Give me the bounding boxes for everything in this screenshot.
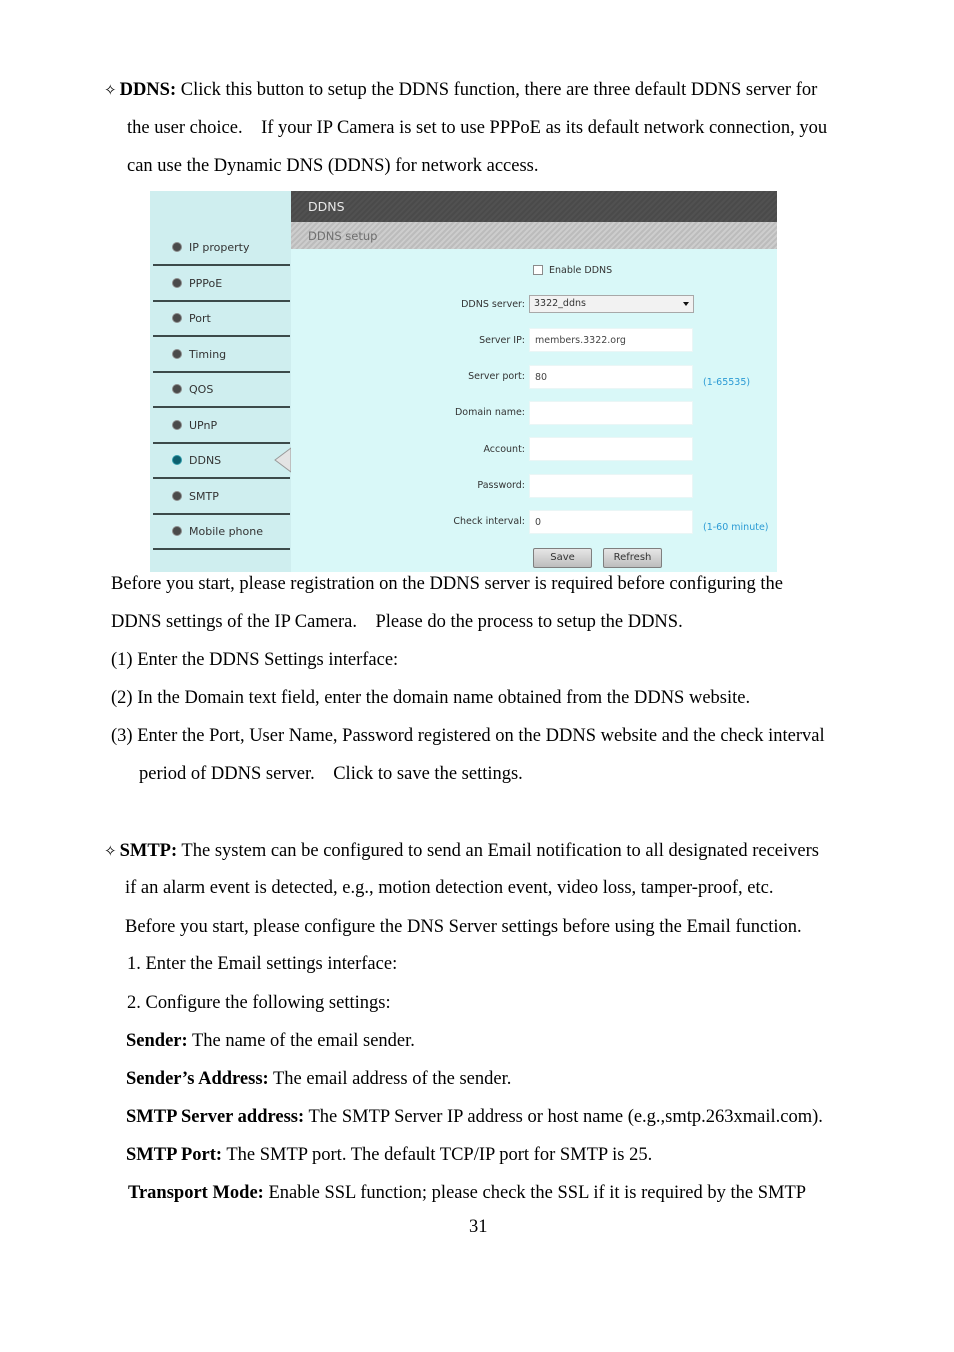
ddns-setup-screenshot (150, 191, 777, 572)
password-input[interactable] (529, 474, 693, 498)
check-interval-hint: (1-60 minute) (703, 522, 769, 533)
sidebar-item-label: Mobile phone (189, 525, 264, 538)
sidebar-item-label: IP property (189, 241, 250, 254)
password-label: Password: (477, 480, 525, 491)
sidebar-item-label: Port (189, 312, 211, 325)
smtp-heading: SMTP: (119, 841, 178, 861)
bullet-dot-icon (173, 492, 181, 500)
diamond-bullet-icon: ✧ (104, 842, 117, 860)
refresh-button[interactable]: Refresh (603, 548, 662, 568)
sidebar-item-label: UPnP (189, 419, 218, 432)
settings-sidebar (150, 191, 291, 572)
sender-item (126, 1030, 415, 1052)
sidebar-item-upnp[interactable] (153, 408, 290, 444)
ddns-text-3: can use the Dynamic DNS (DDNS) for network access. (127, 156, 539, 176)
ddns-server-select[interactable] (529, 295, 694, 313)
bullet-dot-icon (173, 243, 181, 251)
sender-address-desc: The email address of the sender. (268, 1069, 512, 1089)
diamond-bullet-icon: ✧ (104, 81, 117, 99)
ddns-text-2: the user choice. If your IP Camera is set to use PPPoE as its default network connection, you (127, 118, 828, 138)
bullet-dot-icon (173, 527, 181, 535)
account-input[interactable] (529, 437, 693, 461)
smtp-port-desc: The SMTP port. The default TCP/IP port for SMTP is 25. (222, 1145, 653, 1165)
ddns-server-label: DDNS server: (461, 299, 525, 310)
save-button[interactable]: Save (533, 548, 592, 568)
smtp-server-term: SMTP Server address: (126, 1107, 305, 1127)
ddns-intro-1: Before you start, please registration on the DDNS server is required before configuring the (111, 574, 783, 594)
sidebar-item-ip-property[interactable] (153, 230, 290, 266)
bullet-dot-icon (173, 279, 181, 287)
ddns-intro-2: DDNS settings of the IP Camera. Please do the process to setup the DDNS. (111, 612, 683, 632)
sidebar-item-label: PPPoE (189, 277, 223, 290)
sidebar-item-label: QOS (189, 383, 214, 396)
check-interval-label: Check interval: (453, 516, 525, 527)
server-port-input[interactable]: 80 (529, 365, 693, 389)
sidebar-item-timing[interactable] (153, 337, 290, 373)
bullet-dot-icon (173, 385, 181, 393)
smtp-text-3: Before you start, please configure the DNS Server settings before using the Email function. (125, 917, 802, 937)
sidebar-item-label: Timing (189, 348, 227, 361)
smtp-server-desc: The SMTP Server IP address or host name (e.g.,smtp.263xmail.com). (304, 1107, 823, 1127)
server-ip-label: Server IP: (479, 335, 525, 346)
bullet-dot-icon (173, 314, 181, 322)
domain-name-input[interactable] (529, 401, 693, 425)
enable-ddns-label: Enable DDNS (549, 265, 613, 276)
transport-mode-term: Transport Mode: (128, 1183, 264, 1203)
smtp-text-2: if an alarm event is detected, e.g., motion detection event, video loss, tamper-proof, etc. (125, 878, 774, 898)
smtp-step-1: 1. Enter the Email settings interface: (127, 954, 398, 974)
ddns-step-3: (3) Enter the Port, User Name, Password registered on the DDNS website and the check interval (111, 726, 825, 746)
panel-header (291, 191, 777, 222)
smtp-heading-line (104, 840, 819, 862)
ddns-step-3-cont: period of DDNS server. Click to save the settings. (139, 764, 523, 784)
smtp-text-1: The system can be configured to send an Email notification to all designated receivers (177, 841, 819, 861)
bullet-dot-icon (173, 350, 181, 358)
ddns-server-value: 3322_ddns (534, 298, 586, 309)
transport-mode-item (128, 1182, 806, 1204)
sender-desc: The name of the email sender. (187, 1031, 415, 1051)
bullet-dot-icon (173, 421, 181, 429)
ddns-heading-line (104, 79, 817, 101)
sidebar-item-port[interactable] (153, 301, 290, 337)
selected-arrow-icon (265, 447, 291, 473)
server-port-hint: (1-65535) (703, 377, 751, 388)
sidebar-item-smtp[interactable] (153, 479, 290, 515)
page-number: 31 (469, 1217, 488, 1237)
panel-title: DDNS (308, 199, 345, 214)
sender-address-item (126, 1068, 511, 1090)
ddns-step-1: (1) Enter the DDNS Settings interface: (111, 650, 399, 670)
sender-address-term: Sender’s Address: (126, 1069, 269, 1089)
smtp-port-item (126, 1144, 652, 1166)
panel-subheader (291, 222, 777, 249)
sidebar-item-qos[interactable] (153, 372, 290, 408)
sidebar-item-label: DDNS (189, 454, 222, 467)
sidebar-item-mobile-phone[interactable] (153, 514, 290, 550)
enable-ddns-checkbox[interactable] (533, 265, 543, 275)
sidebar-item-label: SMTP (189, 490, 219, 503)
panel-subtitle: DDNS setup (308, 229, 378, 243)
server-ip-input[interactable]: members.3322.org (529, 328, 693, 352)
transport-mode-desc: Enable SSL function; please check the SSL if it is required by the SMTP (263, 1183, 807, 1203)
domain-name-label: Domain name: (454, 407, 525, 418)
ddns-text-1: Click this button to setup the DDNS function, there are three default DDNS server for (176, 80, 818, 100)
sender-term: Sender: (126, 1031, 188, 1051)
account-label: Account: (483, 444, 525, 455)
ddns-step-2: (2) In the Domain text field, enter the domain name obtained from the DDNS website. (111, 688, 751, 708)
server-port-label: Server port: (468, 371, 525, 382)
chevron-down-icon (683, 302, 689, 306)
smtp-port-term: SMTP Port: (126, 1145, 223, 1165)
sidebar-item-pppoe[interactable] (153, 266, 290, 302)
ddns-heading: DDNS: (119, 80, 177, 100)
active-dot-icon (173, 456, 181, 464)
sidebar-item-ddns[interactable] (153, 443, 290, 479)
smtp-step-2: 2. Configure the following settings: (127, 993, 391, 1013)
check-interval-input[interactable]: 0 (529, 510, 693, 534)
smtp-server-item (126, 1106, 823, 1128)
